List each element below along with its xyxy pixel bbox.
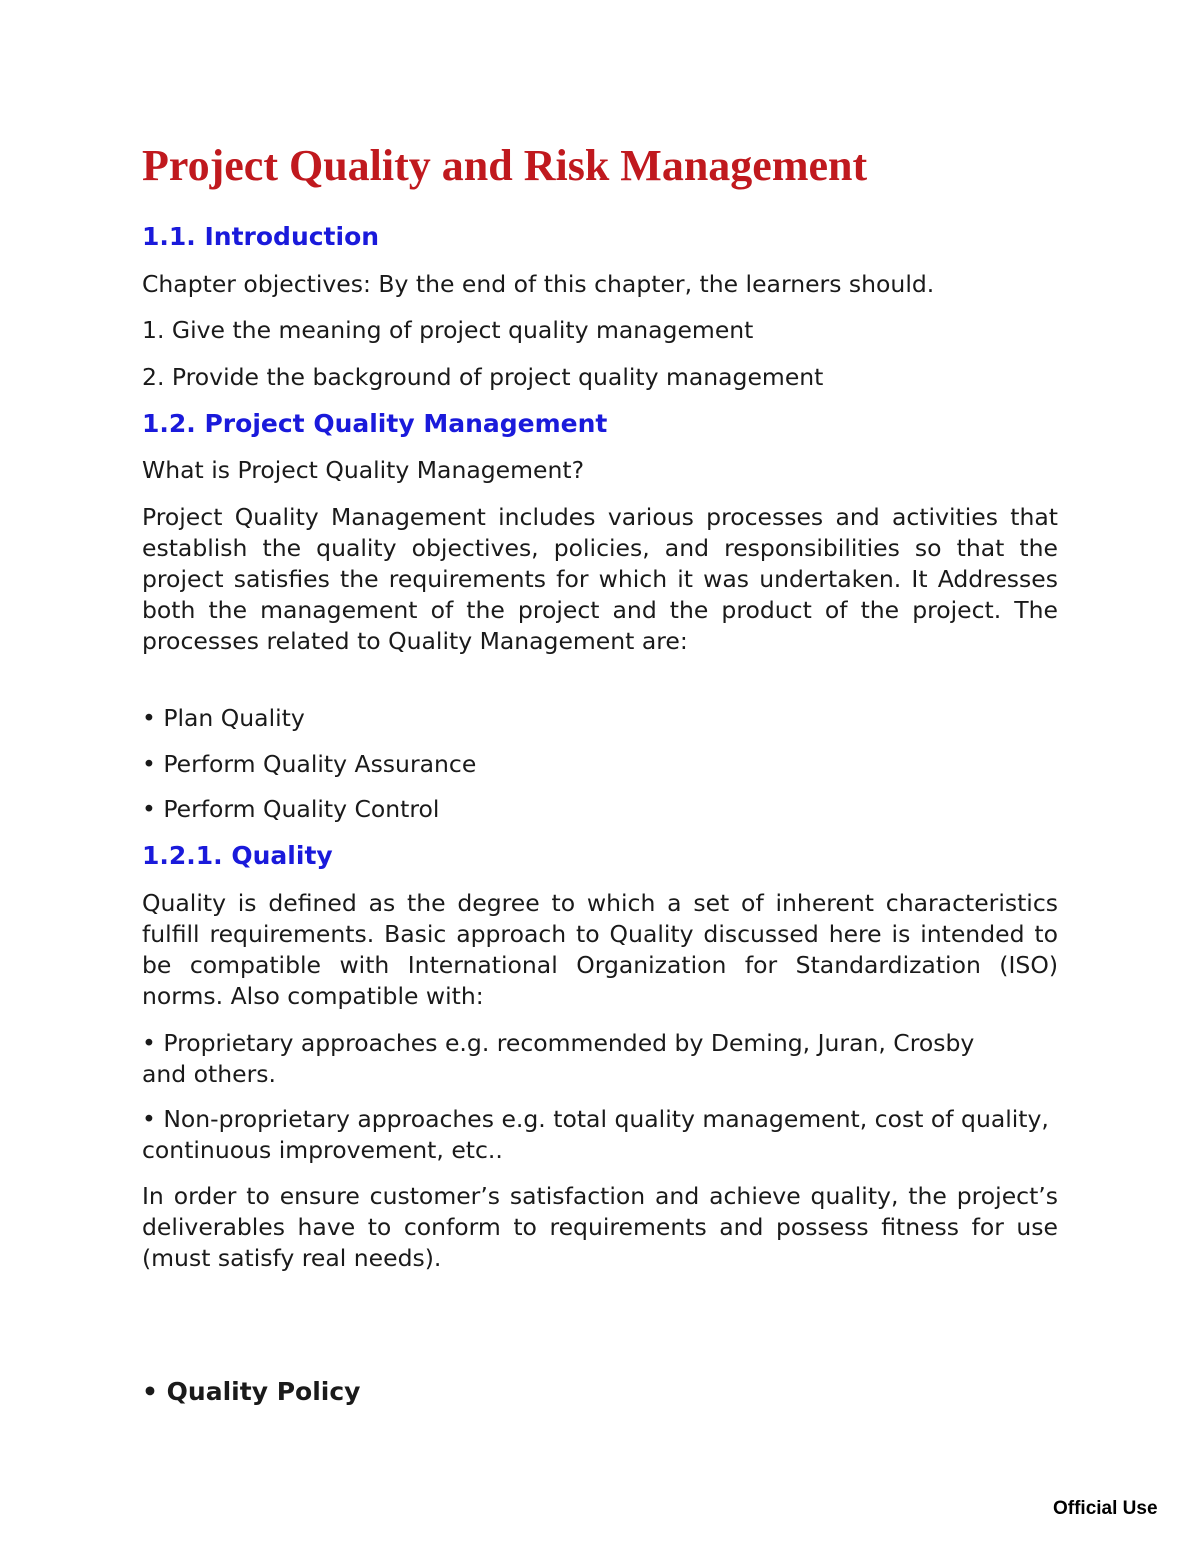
section-heading-introduction: 1.1. Introduction (142, 222, 380, 251)
process-list-item: • Perform Quality Control (142, 795, 440, 823)
document-title: Project Quality and Risk Management (142, 141, 868, 190)
pqm-question: What is Project Quality Management? (142, 456, 585, 484)
process-list-item: • Perform Quality Assurance (142, 750, 477, 778)
objective-item: 2. Provide the background of project quality management (142, 363, 824, 391)
approach-list-item: • Non-proprietary approaches e.g. total quality management, cost of quality, continuous improvement, etc.. (142, 1105, 1049, 1164)
quality-policy-bullet: • Quality Policy (142, 1377, 361, 1406)
quality-definition-paragraph: Quality is defined as the degree to which a set of inherent characteristics fulfill requirements. Basic approach to Quality discussed here is intended to be compatible with International Organization for Standardization (ISO) norms. Also compatible with: (142, 889, 1058, 1010)
closing-paragraph: In order to ensure customer’s satisfaction and achieve quality, the project’s deliverables have to conform to requirements and possess fitness for use (must satisfy real needs). (142, 1182, 1058, 1272)
section-heading-quality: 1.2.1. Quality (142, 841, 333, 870)
chapter-objectives-intro: Chapter objectives: By the end of this chapter, the learners should. (142, 270, 935, 298)
section-heading-project-quality-management: 1.2. Project Quality Management (142, 409, 608, 438)
process-list-item: • Plan Quality (142, 704, 305, 732)
objective-item: 1. Give the meaning of project quality management (142, 316, 754, 344)
footer-label: Official Use (1053, 1498, 1158, 1519)
pqm-paragraph: Project Quality Management includes various processes and activities that establish the quality objectives, policies, and responsibilities so that the project satisfies the requirements for which it was undertaken. It Addresses both the management of the project and the product of the project. The processes related to Quality Management are: (142, 503, 1058, 655)
approach-list-item: • Proprietary approaches e.g. recommended by Deming, Juran, Crosby and others. (142, 1029, 975, 1088)
